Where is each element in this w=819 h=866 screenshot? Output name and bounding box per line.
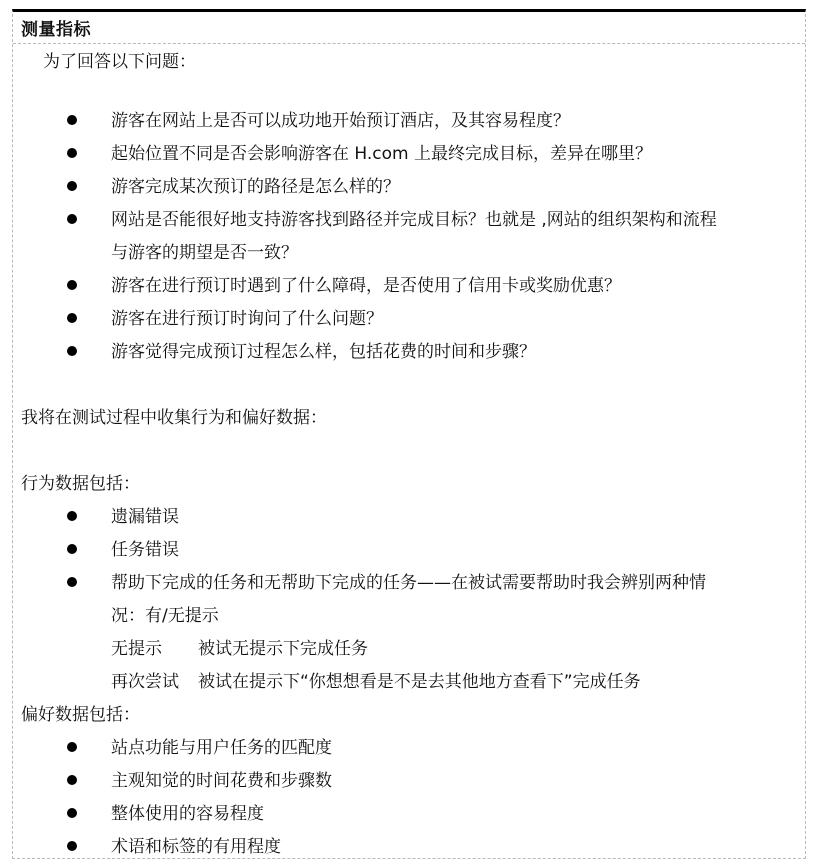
question-item: 游客在进行预订时遇到了什么障碍，是否使用了信用卡或奖励优惠？ — [111, 276, 621, 296]
bullet-icon — [67, 808, 77, 818]
retry-desc: 被试在提示下“你想想看是不是去其他地方查看下”完成任务 — [198, 672, 641, 692]
preference-item: 站点功能与用户任务的匹配度 — [111, 738, 332, 758]
question-item: 网站是否能很好地支持游客找到路径并完成目标？也就是 ,网站的组织架构和流程 — [111, 210, 717, 230]
preference-item: 主观知觉的时间花费和步骤数 — [111, 771, 332, 791]
question-item: 起始位置不同是否会影响游客在 H.com 上最终完成目标，差异在哪里？ — [111, 144, 653, 164]
question-item: 游客在进行预订时询问了什么问题？ — [111, 309, 383, 329]
question-item: 游客完成某次预订的路径是怎么样的？ — [111, 177, 400, 197]
no-hint-term: 无提示 — [111, 639, 162, 659]
behavior-item: 遗漏错误 — [111, 507, 179, 527]
table-header — [13, 12, 805, 44]
bullet-icon — [67, 181, 77, 191]
retry-term: 再次尝试 — [111, 672, 179, 692]
intro-text: 为了回答以下问题： — [43, 52, 196, 72]
preference-item: 术语和标签的有用程度 — [111, 837, 281, 857]
bullet-icon — [67, 841, 77, 851]
metrics-table — [12, 9, 806, 859]
preference-item: 整体使用的容易程度 — [111, 804, 264, 824]
behavior-item-continuation: 况：有/无提示 — [111, 606, 219, 626]
bullet-icon — [67, 115, 77, 125]
no-hint-row — [111, 633, 368, 666]
bullet-icon — [67, 511, 77, 521]
collect-statement: 我将在测试过程中收集行为和偏好数据： — [21, 408, 327, 428]
bullet-icon — [67, 544, 77, 554]
question-item-continuation: 与游客的期望是否一致？ — [111, 243, 298, 263]
bullet-icon — [67, 742, 77, 752]
behavior-item: 帮助下完成的任务和无帮助下完成的任务——在被试需要帮助时我会辨别两种情 — [111, 573, 706, 593]
bullet-icon — [67, 214, 77, 224]
preference-heading: 偏好数据包括： — [21, 705, 140, 725]
retry-row — [111, 666, 641, 699]
bullet-icon — [67, 577, 77, 587]
behavior-item: 任务错误 — [111, 540, 179, 560]
question-item: 游客在网站上是否可以成功地开始预订酒店，及其容易程度？ — [111, 111, 570, 131]
bullet-icon — [67, 775, 77, 785]
table-title: 测量指标 — [21, 20, 91, 40]
bullet-icon — [67, 346, 77, 356]
question-item: 游客觉得完成预订过程怎么样，包括花费的时间和步骤？ — [111, 342, 536, 362]
bullet-icon — [67, 148, 77, 158]
bullet-icon — [67, 313, 77, 323]
behavior-heading: 行为数据包括： — [21, 474, 140, 494]
no-hint-desc: 被试无提示下完成任务 — [198, 639, 368, 659]
bullet-icon — [67, 280, 77, 290]
